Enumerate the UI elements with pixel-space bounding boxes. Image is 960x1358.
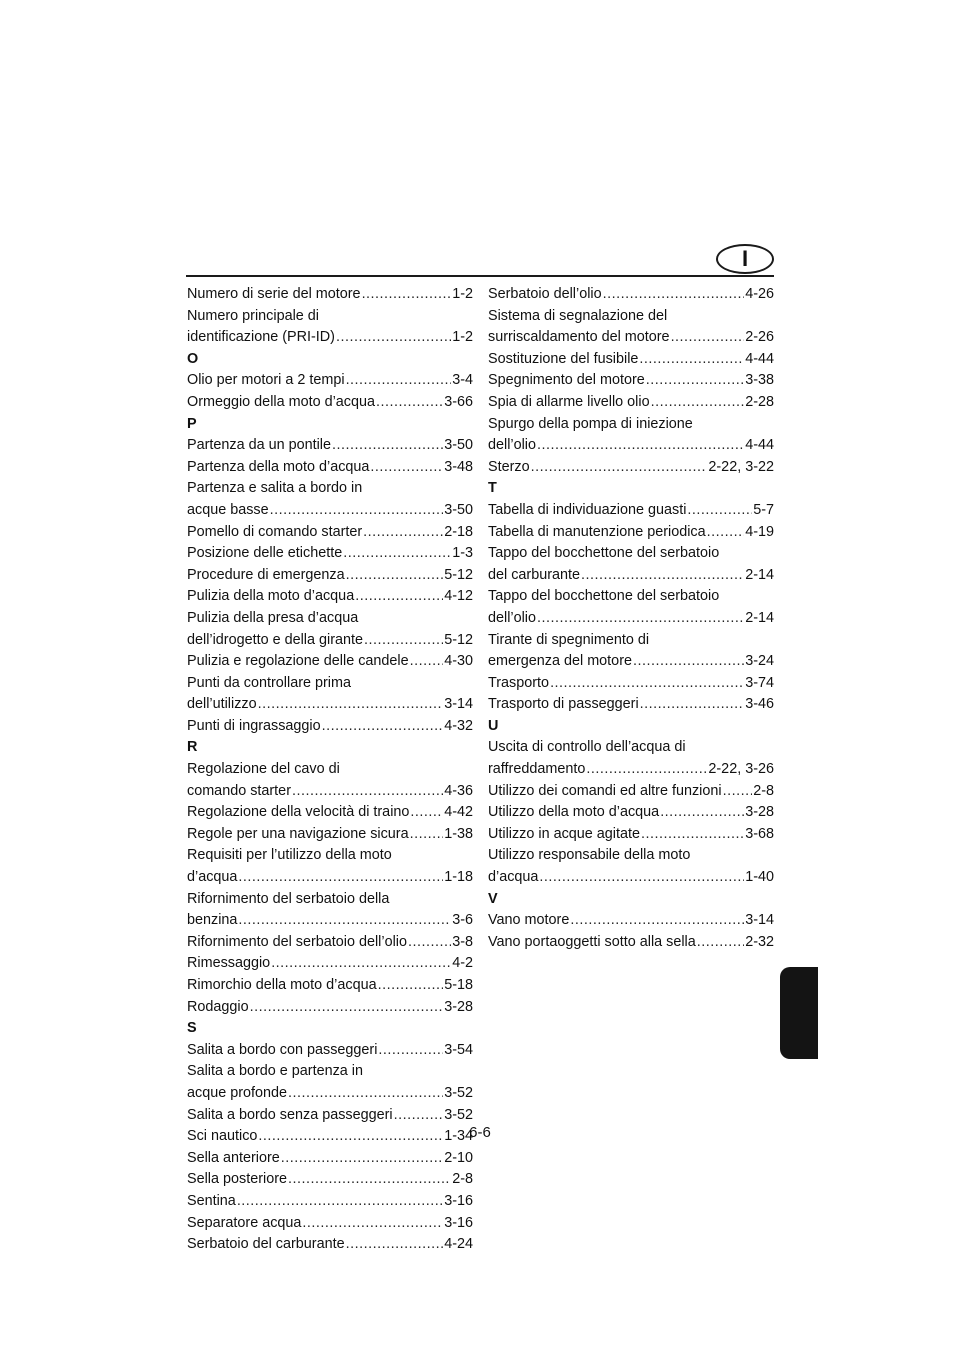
dot-leader [531,457,708,479]
index-entry-term: Vano motore [488,912,570,929]
index-entry-term-line: Tappo del bocchettone del serbatoio [488,588,720,605]
index-entry [488,824,774,846]
index-entry-page: 3-8 [452,933,473,950]
index-entry-page: 2-8 [452,1171,473,1188]
dot-leader [238,910,451,932]
index-entry [488,608,774,630]
index-entry-page: 1-40 [745,869,774,886]
index-entry-page: 4-19 [745,523,774,540]
index-entry [488,781,774,803]
index-entry-page: 4-30 [444,653,473,670]
index-entry-page: 5-18 [444,977,473,993]
index-entry-page: 4-24 [444,1236,473,1253]
index-entry-term: Olio per motori a 2 tempi [187,372,345,389]
index-entry-page: 3-50 [444,437,473,454]
dot-leader [250,997,444,1019]
index-entry-term: Rimorchio della moto d’acqua [187,977,377,993]
index-entry-term: Sentina [187,1192,236,1209]
index-entry-term: dell’utilizzo [187,696,257,713]
index-entry [488,910,774,932]
index-entry-term: Pulizia della moto d’acqua [187,588,355,605]
index-entry-page: 3-48 [444,458,473,475]
index-entry [187,543,473,565]
index-entry-page: 2-28 [745,393,774,410]
dot-leader [410,651,444,673]
dot-leader [346,1234,444,1256]
index-entry-page: 3-28 [745,804,774,821]
dot-leader [238,867,443,889]
dot-leader [288,1083,443,1105]
index-entry-term: d’acqua [488,869,539,886]
index-entry [187,932,473,954]
dot-leader [660,802,744,824]
dot-leader [570,910,744,932]
index-entry [488,673,774,695]
index-entry-term: identificazione (PRI-ID) [187,329,335,346]
index-entry [187,694,473,716]
index-entry-page: 1-2 [452,329,473,346]
index-entry-term: Serbatoio del carburante [187,1236,345,1253]
index-entry-term: Posizione delle etichette [187,545,343,562]
index-entry-term-line: Salita a bordo e partenza in [187,1063,364,1080]
index-entry [187,910,473,932]
index-entry-term: benzina [187,912,238,929]
index-entry [187,435,473,457]
dot-leader [270,500,444,522]
dot-leader [237,1191,443,1213]
index-entry [488,932,774,954]
index-entry-page: 2-14 [745,609,774,626]
dot-leader [378,975,444,997]
index-entry-term-line: Requisiti per l’utilizzo della moto [187,847,392,864]
index-entry-page: 3-28 [444,998,473,1015]
index-section-letter: R [187,739,198,756]
index-entry-term: Pomello di comando starter [187,523,363,540]
index-entry-term: Sella anteriore [187,1149,280,1166]
index-entry-page: 3-14 [745,912,774,929]
index-entry-term-line: Sistema di segnalazione del [488,307,668,324]
index-entry-term: Salita a bordo senza passeggeri [187,1106,393,1123]
index-entry-term: Procedure di emergenza [187,566,345,583]
index-entry-page: 4-32 [444,717,473,734]
index-entry-term: Trasporto di passeggeri [488,696,639,713]
dot-leader [281,1148,443,1170]
index-entry-term: Rifornimento del serbatoio dell’olio [187,933,407,950]
index-entry-page: 2-8 [753,782,774,799]
index-column-right [488,284,774,953]
dot-leader [640,694,745,716]
dot-leader [641,824,744,846]
index-entry-page: 3-4 [452,372,473,389]
index-entry [488,284,774,306]
index-entry-page: 1-18 [444,869,473,886]
index-entry [187,370,473,392]
index-entry-term: dell’olio [488,609,536,626]
dot-leader [646,370,744,392]
index-entry-page: 3-38 [745,372,774,389]
index-entry [187,716,473,738]
dot-leader [603,284,745,306]
index-entry-term: dell’olio [488,437,536,454]
dot-leader [288,1169,451,1191]
index-entry [488,500,774,522]
dot-leader [362,284,452,306]
dot-leader [292,781,443,803]
index-entry-term: Utilizzo dei comandi ed altre funzioni [488,782,722,799]
dot-leader [671,327,745,349]
index-entry-page: 4-44 [745,437,774,454]
index-entry [187,975,473,997]
dot-leader [410,802,443,824]
index-entry-term-line: Pulizia della presa d’acqua [187,609,359,626]
index-entry-page: 2-22, 3-26 [708,761,774,778]
index-entry [187,651,473,673]
dot-leader [410,824,444,846]
index-entry-term: Ormeggio della moto d’acqua [187,393,375,410]
index-entry-page: 3-52 [444,1084,473,1101]
index-entry-term: Trasporto [488,674,550,691]
index-entry [187,1234,473,1256]
index-entry-page: 2-26 [745,329,774,346]
index-entry-term: acque basse [187,501,269,518]
index-entry [187,586,473,608]
dot-leader [639,349,744,371]
index-entry [187,284,473,306]
index-entry-term: Partenza da un pontile [187,437,332,454]
index-entry-term: Sterzo [488,458,530,475]
index-entry [488,651,774,673]
index-entry-page: 3-50 [444,501,473,518]
index-column-left [187,284,473,1256]
index-entry-term-line: Tappo del bocchettone del serbatoio [488,545,720,562]
index-entry-term: Sella posteriore [187,1171,287,1188]
index-entry-page: 3-24 [745,653,774,670]
index-entry [187,500,473,522]
index-entry-page: 1-34 [444,1128,473,1145]
index-entry [187,802,473,824]
index-entry-term: Spia di allarme livello olio [488,393,650,410]
index-entry [187,867,473,889]
dot-leader [586,759,707,781]
index-entry-term: Numero di serie del motore [187,286,361,302]
index-entry-term-line: Regolazione del cavo di [187,761,340,778]
index-entry [488,802,774,824]
index-entry-term: Sci nautico [187,1128,258,1145]
index-entry-term: acque profonde [187,1084,288,1101]
dot-leader [370,457,443,479]
dot-leader [258,694,444,716]
index-entry [187,1105,473,1127]
index-entry [488,565,774,587]
dot-leader [346,370,452,392]
index-section-letter: S [187,1020,197,1037]
dot-leader [322,716,444,738]
index-entry-page: 3-68 [745,825,774,842]
index-entry-page: 5-12 [444,566,473,583]
index-entry [187,1191,473,1213]
index-entry [187,953,473,975]
index-section-letter: T [488,480,497,497]
index-entry [488,370,774,392]
index-entry-term: raffreddamento [488,761,586,778]
page-number: 6-6 [469,1124,491,1141]
chapter-thumb-tab [780,967,818,1059]
index-entry-term: Pulizia e regolazione delle candele [187,653,409,670]
index-entry-term: Tabella di manutenzione periodica [488,523,706,540]
dot-leader [378,1040,443,1062]
index-entry-term: Rimessaggio [187,955,271,972]
index-entry [187,522,473,544]
index-entry-term: Punti di ingrassaggio [187,717,321,734]
index-entry-term-line: Uscita di controllo dell’acqua di [488,739,686,756]
dot-leader [537,435,744,457]
index-entry-term: Utilizzo in acque agitate [488,825,640,842]
index-entry [187,1040,473,1062]
dot-leader [581,565,744,587]
index-entry [488,457,774,479]
dot-leader [271,953,451,975]
index-entry [187,824,473,846]
dot-leader [343,543,451,565]
dot-leader [364,630,443,652]
index-entry [187,1148,473,1170]
index-entry-term: Vano portaoggetti sotto alla sella [488,933,696,950]
index-entry-page: 3-54 [444,1041,473,1058]
index-entry-page: 3-52 [444,1106,473,1123]
index-entry [488,759,774,781]
index-entry-term: surriscaldamento del motore [488,329,670,346]
dot-leader [363,522,443,544]
index-entry-page: 3-6 [452,912,473,929]
dot-leader [687,500,752,522]
dot-leader [355,586,443,608]
index-entry-page: 2-10 [444,1149,473,1166]
index-entry-page: 4-2 [452,955,473,972]
index-entry-term: Rodaggio [187,998,249,1015]
index-entry [187,392,473,414]
index-entry [187,565,473,587]
index-section-letter: P [187,415,197,432]
index-entry-term: Utilizzo della moto d’acqua [488,804,660,821]
index-entry-page: 5-12 [444,631,473,648]
index-entry-page: 1-3 [452,545,473,562]
index-entry [187,1213,473,1235]
index-entry-page: 4-12 [444,588,473,605]
dot-leader [332,435,443,457]
index-entry [488,327,774,349]
index-entry-page: 2-22, 3-22 [708,458,774,475]
dot-leader [346,565,444,587]
index-entry-term: Serbatoio dell’olio [488,286,602,302]
index-entry-page: 1-2 [452,286,473,302]
dot-leader [376,392,443,414]
index-entry-term: Salita a bordo con passeggeri [187,1041,378,1058]
dot-leader [302,1213,443,1235]
index-entry [488,522,774,544]
index-entry-page: 3-16 [444,1214,473,1231]
index-entry-page: 1-38 [444,825,473,842]
index-entry-term: Separatore acqua [187,1214,302,1231]
index-entry-page: 4-44 [745,350,774,367]
dot-leader [697,932,744,954]
dot-leader [336,327,451,349]
index-entry-page: 5-7 [753,501,774,518]
index-entry-term: d’acqua [187,869,238,886]
header-rule [186,275,774,277]
index-entry-term-line: Rifornimento del serbatoio della [187,890,390,907]
dot-leader [408,932,451,954]
index-entry-page: 2-32 [745,933,774,950]
index-entry-page: 4-36 [444,782,473,799]
index-entry-term: emergenza del motore [488,653,632,670]
index-entry-term: comando starter [187,782,291,799]
index-entry-page: 3-74 [745,674,774,691]
index-entry [187,1169,473,1191]
index-entry-page: 4-26 [745,286,774,302]
index-entry-term: dell’idrogetto e della girante [187,631,364,648]
index-entry [187,630,473,652]
index-entry [187,997,473,1019]
index-entry-page: 3-66 [444,393,473,410]
index-entry [488,867,774,889]
dot-leader [651,392,745,414]
index-entry [187,1083,473,1105]
index-entry-page: 4-42 [444,804,473,821]
index-section-letter: O [187,350,199,367]
index-entry-term-line: Spurgo della pompa di iniezione [488,415,693,432]
index-entry [187,327,473,349]
dot-leader [537,608,744,630]
index-entry-term: Spegnimento del motore [488,372,645,389]
index-entry-term: Sostituzione del fusibile [488,350,639,367]
index-entry-term-line: Tirante di spegnimento di [488,631,650,648]
index-entry-page: 3-14 [444,696,473,713]
dot-leader [550,673,744,695]
index-entry-term-line: Punti da controllare prima [187,674,351,691]
index-entry [488,349,774,371]
index-entry-term: Partenza della moto d’acqua [187,458,370,475]
dot-leader [539,867,744,889]
index-entry-term-line: Numero principale di [187,307,319,324]
dot-leader [707,522,745,544]
dot-leader [633,651,744,673]
index-section-letter: V [488,890,498,907]
index-entry-page: 2-18 [444,523,473,540]
index-entry [488,392,774,414]
index-entry [488,694,774,716]
index-entry-term: Regolazione della velocità di traino [187,804,410,821]
index-entry-term: Tabella di individuazione guasti [488,501,687,518]
index-entry-term: del carburante [488,566,581,583]
dot-leader [394,1105,444,1127]
index-entry-page: 3-16 [444,1192,473,1209]
index-entry-term: Regole per una navigazione sicura [187,825,409,842]
section-letter-badge: I [716,244,774,274]
index-entry-term-line: Utilizzo responsabile della moto [488,847,691,864]
index-entry [187,781,473,803]
dot-leader [723,781,753,803]
index-entry [488,435,774,457]
index-entry-page: 3-46 [745,696,774,713]
index-entry [187,457,473,479]
index-entry-term-line: Partenza e salita a bordo in [187,480,363,497]
index-section-letter: U [488,717,499,734]
index-entry-page: 2-14 [745,566,774,583]
